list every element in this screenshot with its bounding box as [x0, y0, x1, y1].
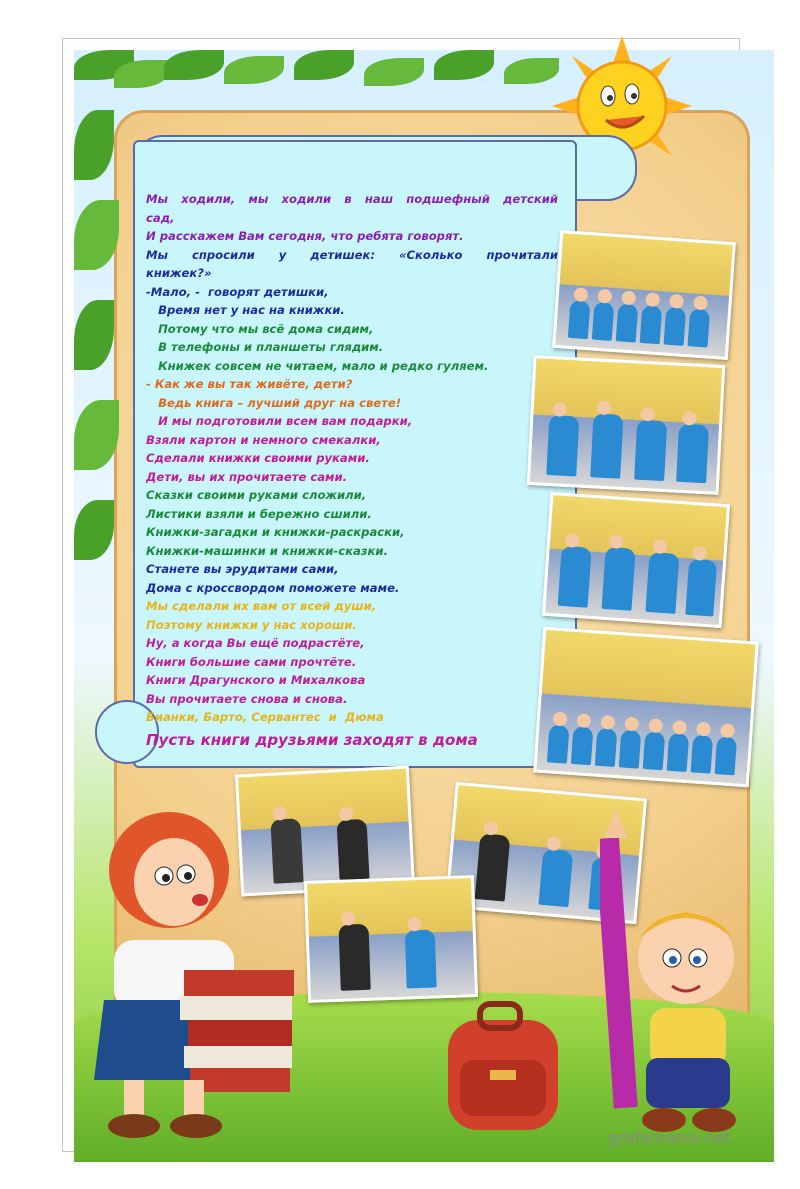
- poem-line: Книжки-загадки и книжки-раскраски,: [146, 525, 405, 539]
- poem-line: Дома с кроссвордом поможете маме.: [146, 580, 400, 595]
- poem-line: Поэтому книжки у нас хороши.: [146, 617, 357, 632]
- poem-line: Ну, а когда Вы ещё подрастёте,: [146, 636, 365, 650]
- poem-line: Листики взяли и бережно сшили.: [146, 506, 372, 521]
- poem-line: Книжек совсем не читаем, мало и редко гуляем.: [146, 358, 489, 373]
- poem-line: Мы сделали их вам от всей души,: [146, 599, 377, 613]
- poem-line: Пусть книги друзьями заходят в дома: [146, 730, 478, 749]
- photo-children-group-1: [552, 230, 736, 360]
- poem-line: И мы подготовили всем вам подарки,: [146, 414, 413, 428]
- child-figure: [643, 731, 666, 770]
- poem-line: Потому что мы всё дома сидим,: [146, 321, 374, 336]
- child-figure: [634, 420, 667, 481]
- poem-line: Мы спросили у детишек: «Сколько прочитали: [146, 247, 558, 262]
- poem-line: Книги большие сами прочтёте.: [146, 654, 357, 669]
- child-figure: [640, 305, 663, 344]
- cartoon-girl-with-books: [84, 800, 294, 1140]
- poem-line: Бианки, Барто, Сервантес и Дюма: [146, 710, 384, 724]
- leaf-decoration: [164, 50, 224, 80]
- child-figure: [338, 924, 370, 991]
- leaf-decoration: [74, 500, 114, 560]
- child-figure: [645, 552, 679, 614]
- leaf-decoration: [74, 300, 114, 370]
- poem-line: Взяли картон и немного смекалки,: [146, 432, 381, 447]
- poem-line: Ведь книга – лучший друг на свете!: [146, 395, 402, 410]
- photo-children-reading: [542, 492, 730, 628]
- child-figure: [691, 734, 714, 773]
- child-figure: [336, 819, 369, 880]
- watermark: grafamania.net: [608, 1128, 732, 1147]
- leaf-decoration: [74, 110, 114, 180]
- leaf-decoration: [74, 400, 119, 470]
- child-figure: [538, 849, 573, 907]
- child-figure: [590, 413, 623, 478]
- child-figure: [616, 303, 639, 342]
- child-figure: [685, 559, 717, 617]
- poem-line: Мы ходили, мы ходили в наш подшефный детский: [146, 192, 558, 206]
- child-figure: [568, 300, 591, 339]
- poem-text: [146, 190, 558, 753]
- photo-children-books: [527, 355, 726, 495]
- child-figure: [571, 726, 594, 765]
- child-figure: [547, 724, 570, 763]
- child-figure: [595, 728, 618, 767]
- poem-line: И расскажем Вам сегодня, что ребята говорят.: [146, 229, 464, 243]
- photo-children-group-2: [533, 627, 759, 788]
- poem-line: В телефоны и планшеты глядим.: [146, 340, 384, 354]
- child-figure: [592, 302, 615, 341]
- child-figure: [558, 546, 592, 608]
- child-figure: [714, 736, 737, 775]
- poem-line: Вы прочитаете снова и снова.: [146, 691, 348, 706]
- leaf-decoration: [504, 58, 559, 84]
- poem-line: Книги Драгунского и Михалкова: [146, 673, 366, 687]
- child-figure: [546, 415, 579, 476]
- child-figure: [688, 308, 711, 347]
- photo-classroom-3: [304, 875, 478, 1003]
- poem-line: - Как же вы так живёте, дети?: [146, 377, 353, 391]
- child-figure: [619, 729, 642, 768]
- child-figure: [676, 424, 709, 483]
- cartoon-boy-with-pencil: [600, 808, 750, 1148]
- leaf-decoration: [74, 200, 119, 270]
- leaf-decoration: [364, 58, 424, 86]
- leaf-decoration: [114, 60, 169, 88]
- leaf-decoration: [224, 56, 284, 84]
- child-figure: [667, 733, 690, 772]
- poem-line: Книжки-машинки и книжки-сказки.: [146, 543, 388, 558]
- poem-line: Дети, вы их прочитаете сами.: [146, 469, 348, 484]
- poem-line: -Мало, - говорят детишки,: [146, 284, 329, 299]
- poem-line: сад,: [146, 210, 175, 225]
- poem-line: Сделали книжки своими руками.: [146, 451, 370, 465]
- poem-line: Станете вы эрудитами сами,: [146, 562, 339, 576]
- leaf-decoration: [294, 50, 354, 80]
- leaf-decoration: [434, 50, 494, 80]
- child-figure: [664, 307, 687, 346]
- child-figure: [405, 929, 437, 988]
- child-figure: [602, 547, 636, 611]
- child-figure: [475, 833, 511, 901]
- poem-line: Время нет у нас на книжки.: [146, 303, 345, 317]
- poem-line: книжек?»: [146, 266, 212, 280]
- backpack-illustration: [430, 990, 580, 1140]
- poem-line: Сказки своими руками сложили,: [146, 488, 367, 502]
